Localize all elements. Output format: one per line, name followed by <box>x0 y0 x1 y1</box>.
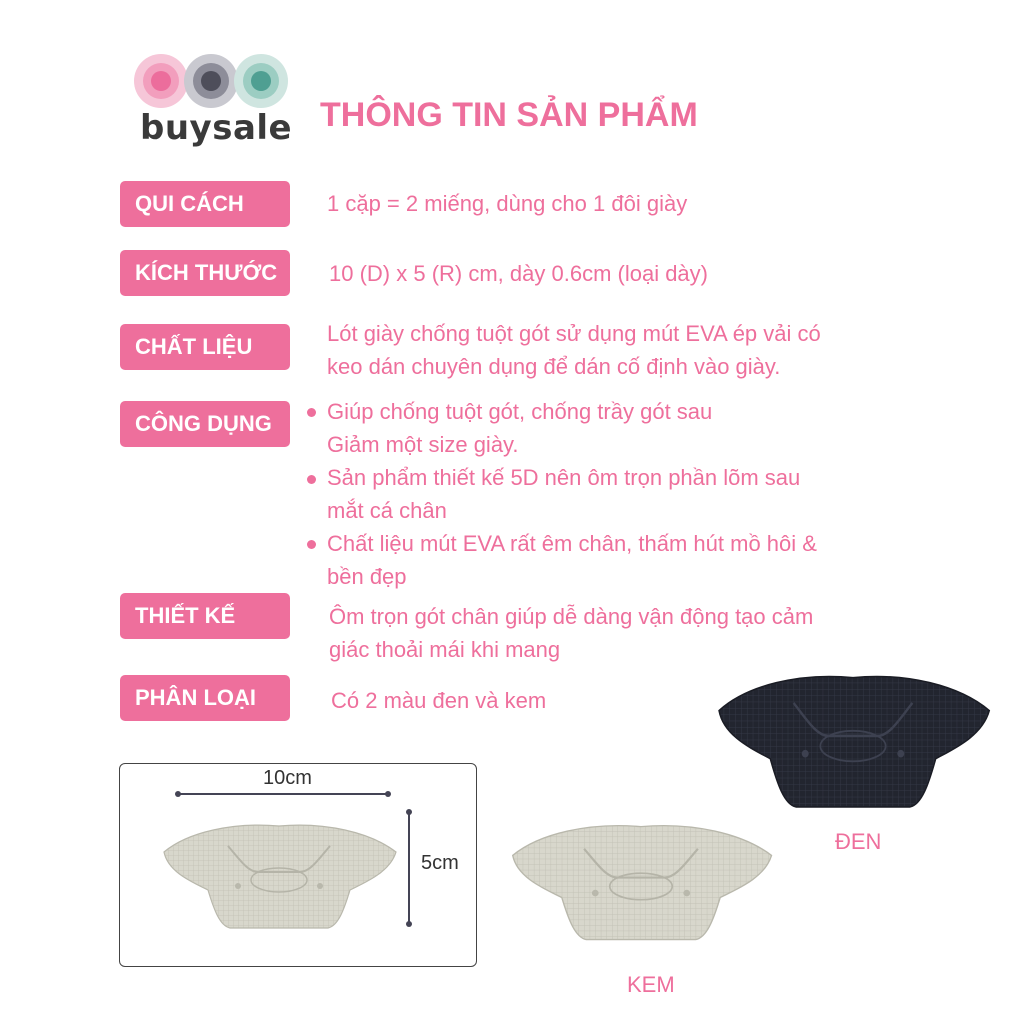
value-line: giác thoải mái khi mang <box>329 637 561 662</box>
height-line-end <box>406 809 412 815</box>
bullet-dot <box>307 540 316 549</box>
heel-pad-black <box>712 670 994 812</box>
width-line <box>178 793 388 795</box>
label-chat-lieu: CHẤT LIỆU <box>120 324 290 370</box>
label-thiet-ke: THIẾT KẾ <box>120 593 290 639</box>
value-chat-lieu <box>327 317 927 383</box>
heel-pad-cream-measured <box>158 820 400 932</box>
width-line-end <box>175 791 181 797</box>
variant-label-black: ĐEN <box>835 829 882 854</box>
value-line: Giảm một size giày. <box>327 432 519 457</box>
height-label: 5cm <box>421 852 459 874</box>
value-cong-dung <box>327 395 927 593</box>
label-qui-cach: QUI CÁCH <box>120 181 290 227</box>
value-line: Sản phẩm thiết kế 5D nên ôm trọn phần lõm sau <box>327 465 801 490</box>
label-kich-thuoc: KÍCH THƯỚC <box>120 250 290 296</box>
value-line: Có 2 màu đen và kem <box>331 688 547 713</box>
value-line: keo dán chuyên dụng để dán cố định vào giày. <box>327 354 781 379</box>
value-line: Ôm trọn gót chân giúp dễ dàng vận động tạo cảm <box>329 604 814 629</box>
value-line: Chất liệu mút EVA rất êm chân, thấm hút mồ hôi & <box>327 531 817 556</box>
height-line-end <box>406 921 412 927</box>
value-line: Giúp chống tuột gót, chống trầy gót sau <box>327 399 713 424</box>
value-line: Lót giày chống tuột gót sử dụng mút EVA ép vải có <box>327 321 821 346</box>
value-line: bền đẹp <box>327 564 407 589</box>
height-line <box>408 812 410 924</box>
value-line: 1 cặp = 2 miếng, dùng cho 1 đôi giày <box>327 191 688 216</box>
value-thiet-ke <box>329 600 929 666</box>
width-label: 10cm <box>263 767 312 789</box>
value-line: mắt cá chân <box>327 498 447 523</box>
bullet-dot <box>307 408 316 417</box>
width-line-end <box>385 791 391 797</box>
value-qui-cach <box>327 187 927 220</box>
value-line: 10 (D) x 5 (R) cm, dày 0.6cm (loại dày) <box>329 261 708 286</box>
label-phan-loai: PHÂN LOẠI <box>120 675 290 721</box>
value-kich-thuoc <box>329 257 929 290</box>
brand-name: buysale <box>140 108 293 148</box>
heel-pad-cream <box>506 820 776 944</box>
bullet-dot <box>307 475 316 484</box>
label-cong-dung: CÔNG DỤNG <box>120 401 290 447</box>
variant-label-cream: KEM <box>627 972 675 997</box>
page-title: THÔNG TIN SẢN PHẨM <box>320 96 698 134</box>
